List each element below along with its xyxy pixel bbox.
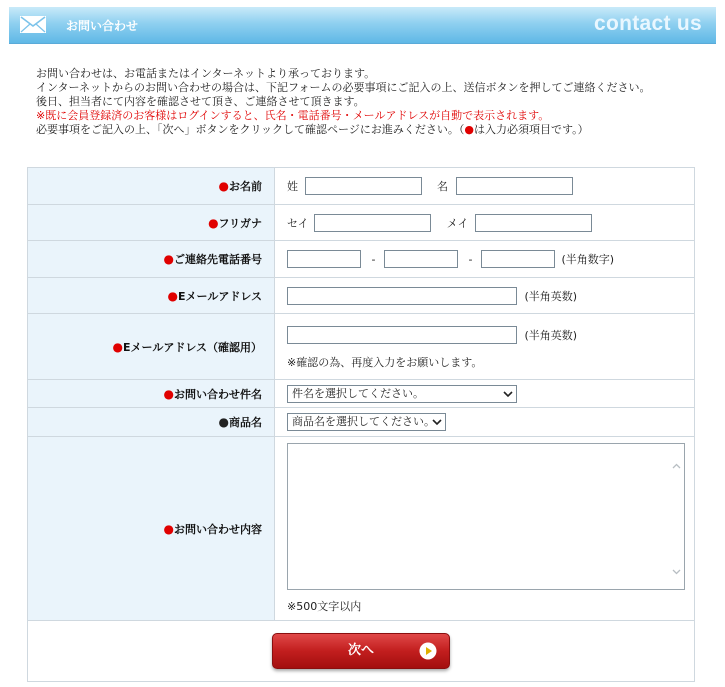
- field-cell: [275, 241, 695, 278]
- last-name-input[interactable]: [305, 177, 422, 195]
- chevron-down-icon: [432, 418, 442, 426]
- field-label: [28, 168, 275, 205]
- login-notice: ※既に会員登録済のお客様はログインすると、氏名・電話番号・メールアドレスが自動で表示されます。: [36, 109, 550, 122]
- subject-select[interactable]: [287, 385, 517, 403]
- field-cell: [275, 278, 695, 314]
- field-cell: [275, 314, 695, 380]
- scroll-down-icon[interactable]: [672, 569, 681, 575]
- form-row-message: [28, 437, 695, 621]
- sei-kana-label: セイ: [287, 216, 309, 230]
- optional-dot-icon: ●: [218, 415, 229, 429]
- field-label: [28, 205, 275, 241]
- intro-line: インターネットからのお問い合わせの場合は、下記フォームの必要事項にご記入の上、送信ボタンを押してご連絡ください。: [36, 81, 651, 94]
- required-dot-icon: ●: [218, 179, 229, 193]
- phone-input-1[interactable]: [287, 250, 361, 268]
- contact-form: [27, 167, 695, 682]
- email-confirm-hint: ※確認の為、再度入力をお願いします。: [287, 355, 483, 369]
- intro-line-text: は入力必須項目です。）: [473, 123, 589, 136]
- form-row-product: [28, 408, 695, 437]
- email-confirm-input[interactable]: [287, 326, 517, 344]
- form-row-email: [28, 278, 695, 314]
- field-label: [28, 278, 275, 314]
- message-limit-note: ※500文字以内: [287, 600, 362, 613]
- next-button-label: 次へ: [347, 643, 374, 658]
- submit-cell: [28, 621, 695, 682]
- required-dot-icon: ●: [163, 386, 174, 401]
- label-text: Eメールアドレス（確認用）: [123, 340, 262, 354]
- label-text: フリガナ: [218, 216, 262, 230]
- required-dot-icon: ●: [464, 123, 474, 136]
- field-label: [28, 314, 275, 380]
- phone-separator: -: [468, 252, 473, 266]
- chevron-down-icon: [503, 390, 513, 398]
- page-header: [9, 7, 716, 44]
- intro-line-text: 必要事項をご記入の上、「次へ」ボタンをクリックして確認ページにお進みください。（: [36, 123, 465, 136]
- email-input[interactable]: [287, 287, 517, 305]
- email-confirm-note: (半角英数): [524, 328, 578, 342]
- field-cell: [275, 168, 695, 205]
- field-cell: [275, 437, 695, 621]
- label-text: お名前: [229, 180, 262, 193]
- form-row-email-confirm: [28, 314, 695, 380]
- field-label: [28, 408, 275, 437]
- sei-label: 姓: [287, 180, 298, 193]
- label-text: Eメールアドレス: [178, 289, 262, 303]
- label-text: 商品名: [229, 416, 262, 429]
- phone-note: (半角数字): [561, 253, 615, 266]
- required-dot-icon: ●: [163, 252, 174, 266]
- form-row-name: [28, 168, 695, 205]
- form-row-submit: [28, 621, 695, 682]
- scroll-up-icon[interactable]: [672, 463, 681, 469]
- field-cell: [275, 408, 695, 437]
- mei-kana-label: メイ: [446, 216, 469, 230]
- field-label: [28, 241, 275, 278]
- label-text: お問い合わせ内容: [174, 522, 262, 536]
- intro-line: お問い合わせは、お電話またはインターネットより承っております。: [36, 67, 376, 80]
- product-select-value: 商品名を選択してください。: [292, 415, 435, 428]
- mei-label: 名: [437, 180, 448, 193]
- last-name-kana-input[interactable]: [314, 214, 431, 232]
- next-button[interactable]: [272, 633, 450, 669]
- mail-icon: [20, 16, 46, 33]
- label-text: ご連絡先電話番号: [174, 253, 262, 266]
- form-row-phone: [28, 241, 695, 278]
- page-title: お問い合わせ: [66, 19, 139, 33]
- required-dot-icon: ●: [112, 339, 124, 354]
- required-dot-icon: ●: [208, 215, 219, 230]
- play-icon: [419, 642, 437, 660]
- phone-input-2[interactable]: [384, 250, 458, 268]
- subject-select-value: 件名を選択してください。: [292, 386, 424, 400]
- first-name-input[interactable]: [456, 177, 573, 195]
- intro-text: [36, 67, 706, 137]
- field-cell: [275, 380, 695, 408]
- field-label: [28, 437, 275, 621]
- form-row-subject: [28, 380, 695, 408]
- message-textarea[interactable]: [287, 443, 685, 590]
- required-dot-icon: ●: [167, 288, 179, 303]
- email-note: (半角英数): [524, 289, 578, 303]
- required-dot-icon: ●: [163, 521, 174, 536]
- phone-separator: -: [371, 252, 376, 266]
- intro-line: 後日、担当者にて内容を確認させて頂き、ご連絡させて頂きます。: [36, 95, 365, 108]
- field-label: [28, 380, 275, 408]
- field-cell: [275, 205, 695, 241]
- form-row-kana: [28, 205, 695, 241]
- label-text: お問い合わせ件名: [174, 387, 262, 401]
- intro-line: [36, 123, 706, 137]
- page-title-english: contact us: [593, 12, 702, 35]
- phone-input-3[interactable]: [481, 250, 555, 268]
- first-name-kana-input[interactable]: [475, 214, 592, 232]
- product-select[interactable]: [287, 413, 446, 431]
